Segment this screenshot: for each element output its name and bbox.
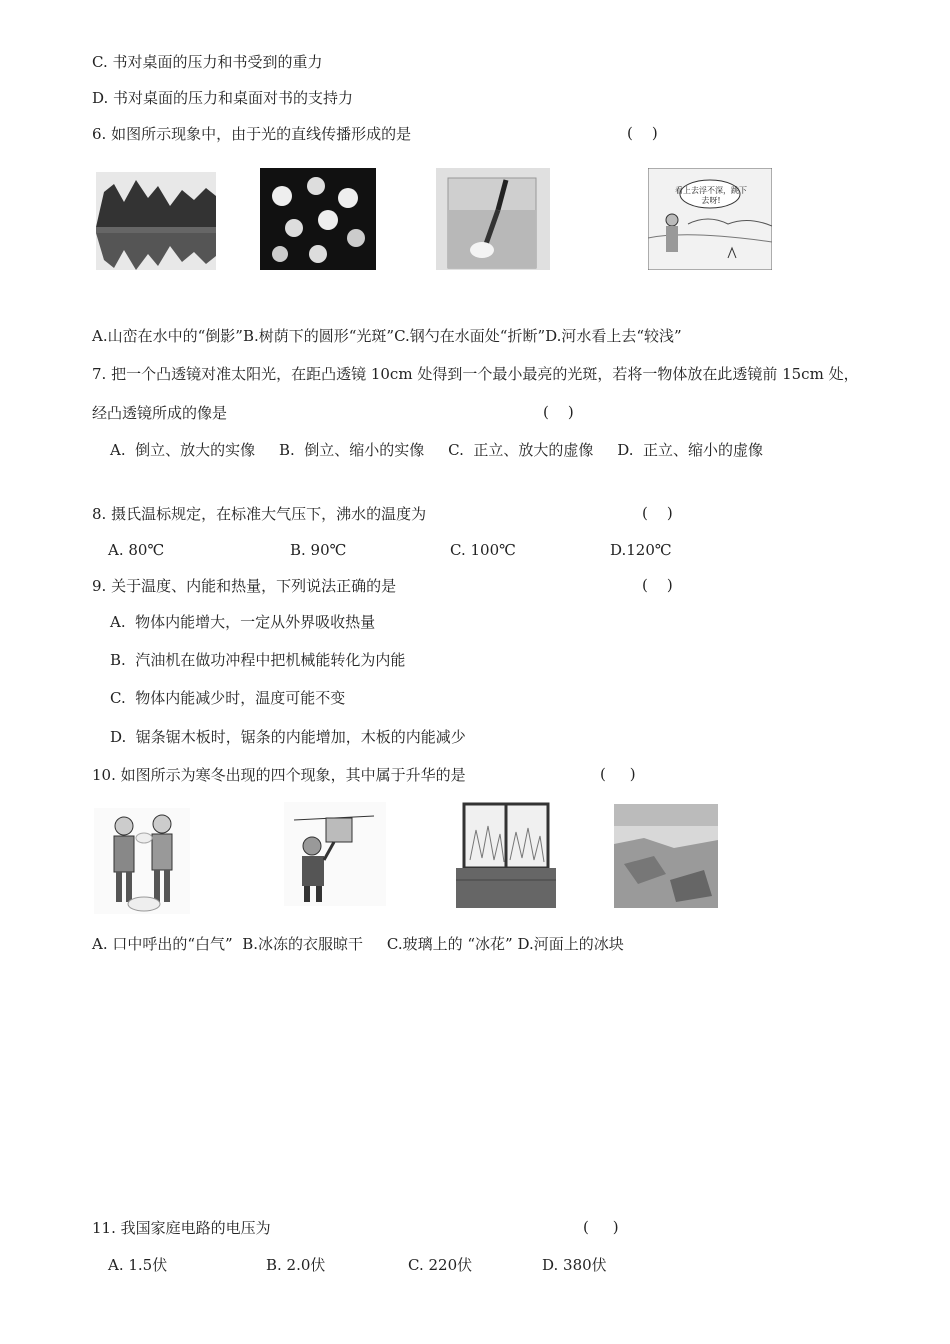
q6-captions: A.山峦在水中的“倒影”B.树荫下的圆形“光斑”C.钢勺在水面处“折断”D.河水看上去“较浅”: [92, 327, 682, 345]
q8-option-d: D.120℃: [610, 541, 672, 559]
q11-option-a: A. 1.5伏: [108, 1256, 168, 1274]
q9-option-c: C. 物体内能减少时，温度可能不变: [110, 689, 346, 707]
q11-stem: 11. 我国家庭电路的电压为: [92, 1219, 271, 1237]
q9-option-b: B. 汽油机在做功冲程中把机械能转化为内能: [110, 651, 406, 669]
q7-answer-paren: ( ): [543, 403, 574, 421]
q11-option-b: B. 2.0伏: [266, 1256, 326, 1274]
q11-option-c: C. 220伏: [408, 1256, 473, 1274]
q11-option-d: D. 380伏: [542, 1256, 607, 1274]
q10-image-breath-white-mist: [94, 808, 190, 914]
q6-image-light-spots: [260, 168, 376, 270]
q10-captions: A. 口中呼出的“白气” B.冰冻的衣服晾干 C.玻璃上的 “冰花” D.河面上的冰块: [92, 935, 624, 953]
q10-answer-paren: ( ): [600, 765, 636, 783]
q11-answer-paren: ( ): [583, 1218, 619, 1236]
q9-answer-paren: ( ): [642, 576, 673, 594]
q7-options: A. 倒立、放大的实像 B. 倒立、缩小的实像 C. 正立、放大的虚像 D. 正立、缩小的虚像: [110, 441, 764, 459]
q8-stem: 8. 摄氏温标规定，在标准大气压下，沸水的温度为: [92, 505, 427, 523]
q8-option-a: A. 80℃: [108, 541, 165, 559]
q7-stem-line2: 经凸透镜所成的像是: [92, 404, 228, 422]
q6-cartoon-bubble-text: 看上去浮不深，跳下去呀!: [675, 186, 747, 205]
q9-option-a: A. 物体内能增大，一定从外界吸收热量: [110, 613, 376, 631]
q5-option-c: C. 书对桌面的压力和书受到的重力: [92, 53, 323, 71]
q6-answer-paren: ( ): [627, 124, 658, 142]
q8-option-b: B. 90℃: [290, 541, 347, 559]
q5-option-d: D. 书对桌面的压力和桌面对书的支持力: [92, 89, 354, 107]
q8-answer-paren: ( ): [642, 504, 673, 522]
q10-image-river-ice: [614, 804, 718, 908]
q10-image-window-ice-flowers: [456, 800, 556, 908]
q6-image-spoon-in-water: [436, 168, 550, 270]
q10-stem: 10. 如图所示为寒冬出现的四个现象，其中属于升华的是: [92, 766, 466, 784]
q6-image-river-shallow-cartoon: [648, 168, 772, 270]
q7-stem-line1: 7. 把一个凸透镜对准太阳光，在距凸透镜 10cm 处得到一个最小最亮的光斑，若将一物体放在此透镜前 15cm 处，: [92, 365, 859, 383]
q8-option-c: C. 100℃: [450, 541, 516, 559]
q9-stem: 9. 关于温度、内能和热量，下列说法正确的是: [92, 577, 397, 595]
q9-option-d: D. 锯条锯木板时，锯条的内能增加，木板的内能减少: [110, 728, 466, 746]
q6-stem: 6. 如图所示现象中，由于光的直线传播形成的是: [92, 125, 412, 143]
q6-image-mountain-reflection: [96, 172, 216, 270]
q10-image-frozen-clothes: [284, 802, 386, 906]
